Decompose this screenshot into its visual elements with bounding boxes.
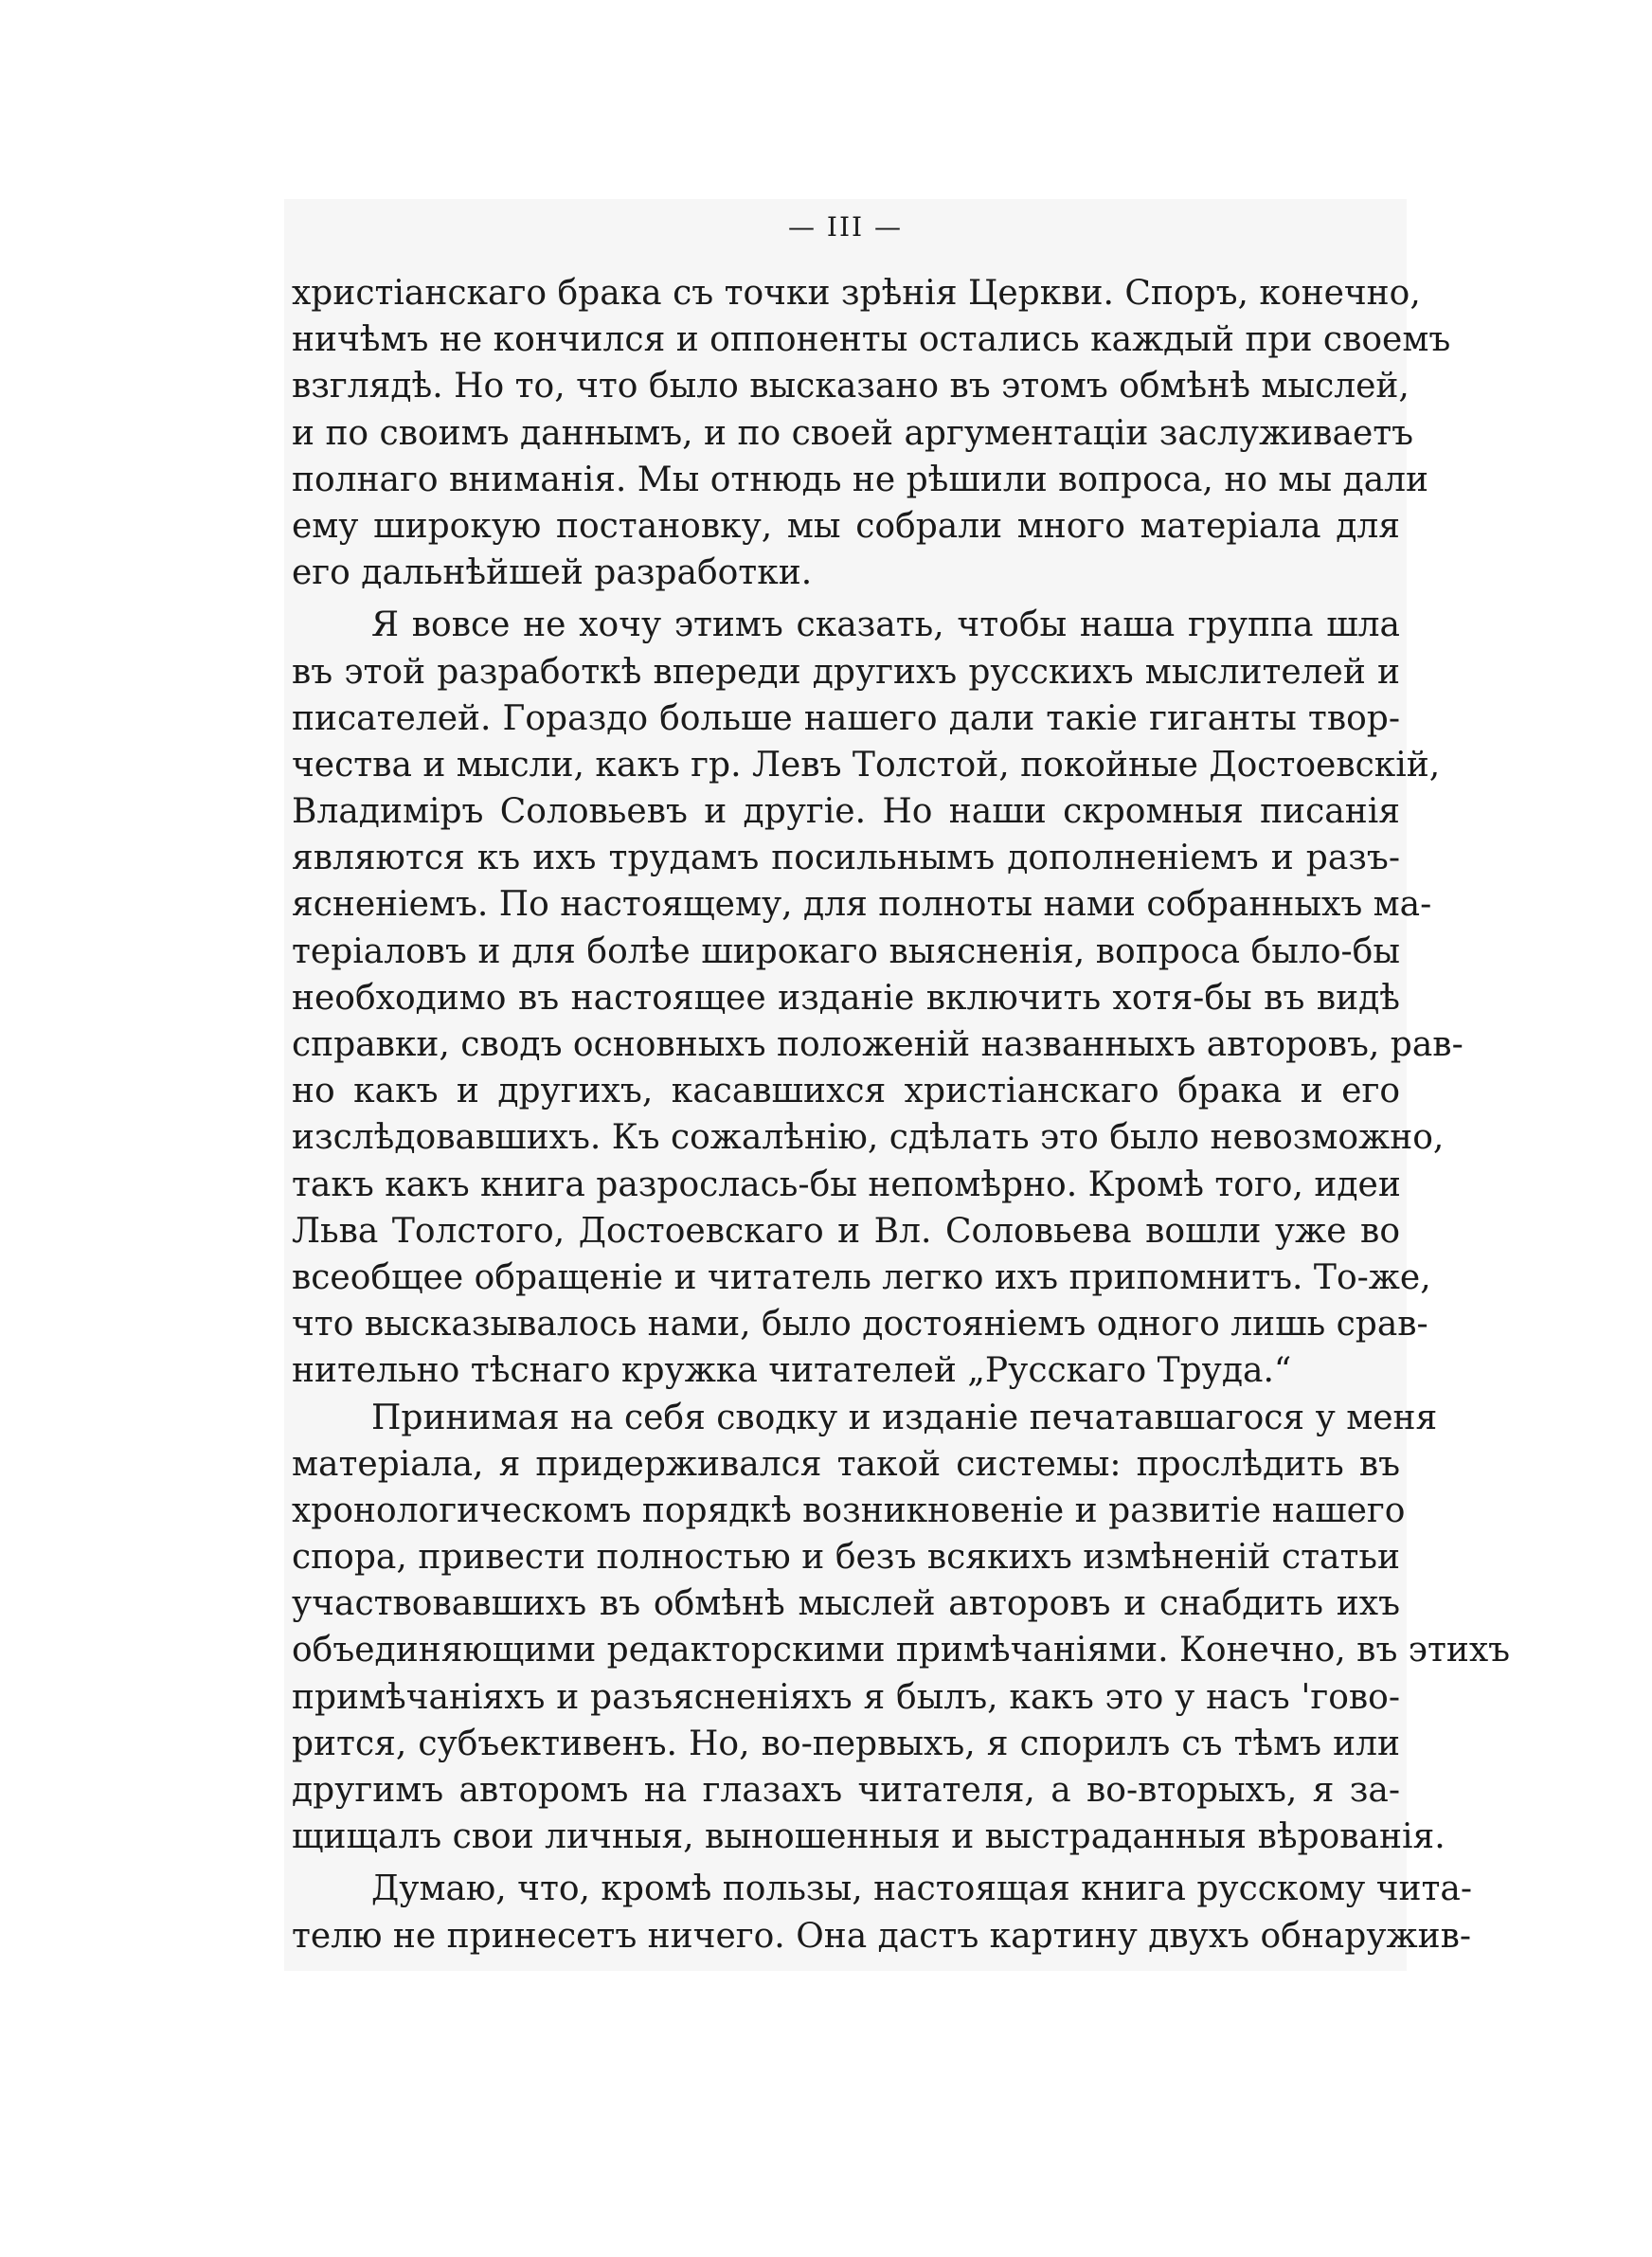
text-line: матеріала, я придерживался такой системы: прослѣдить въ [292, 1444, 1400, 1484]
body-text [292, 270, 1511, 1959]
text-line: объединяющими редакторскими примѣчаніями. Конечно, въ этихъ [292, 1631, 1511, 1670]
text-line: участвовавшихъ въ обмѣнѣ мыслей авторовъ и снабдить ихъ [292, 1584, 1400, 1624]
text-line: полнаго вниманія. Мы отнюдь не рѣшили вопроса, но мы дали [292, 460, 1429, 499]
text-line: Льва Толстого, Достоевскаго и Вл. Соловьева вошли уже во [292, 1211, 1400, 1251]
text-line: Думаю, что, кромѣ пользы, настоящая книга русскому чита- [371, 1869, 1473, 1909]
page-number: — III — [788, 211, 903, 243]
text-line: необходимо въ настоящее изданіе включить хотя-бы въ видѣ [292, 978, 1400, 1018]
text-line: хронологическомъ порядкѣ возникновеніе и развитіе нашего [292, 1490, 1406, 1530]
text-line: взглядѣ. Но то, что было высказано въ этомъ обмѣнѣ мыслей, [292, 367, 1410, 406]
text-line: другимъ авторомъ на глазахъ читателя, а во-вторыхъ, я за- [292, 1771, 1400, 1810]
text-line: Я вовсе не хочу этимъ сказать, чтобы наша группа шла [371, 605, 1400, 645]
text-line: его дальнѣйшей разработки. [292, 553, 813, 593]
text-line: нительно тѣснаго кружка читателей „Русскаго Труда.“ [292, 1351, 1292, 1391]
text-line: въ этой разработкѣ впереди другихъ русскихъ мыслителей и [292, 652, 1400, 692]
text-line: примѣчаніяхъ и разъясненіяхъ я былъ, какъ это у насъ 'гово- [292, 1677, 1400, 1717]
text-line: Принимая на себя сводку и изданіе печатавшагося у меня [371, 1398, 1438, 1437]
text-line: щищалъ свои личныя, выношенныя и выстраданныя вѣрованія. [292, 1817, 1446, 1857]
text-line: теріаловъ и для болѣе широкаго выясненія, вопроса было-бы [292, 931, 1400, 971]
text-line: Владиміръ Соловьевъ и другіе. Но наши скромныя писанія [292, 792, 1400, 832]
text-line: всеобщее обращеніе и читатель легко ихъ припомнитъ. То-же, [292, 1257, 1431, 1297]
text-line: христіанскаго брака съ точки зрѣнія Церкви. Споръ, конечно, [292, 274, 1421, 313]
text-line: телю не принесетъ ничего. Она дастъ картину двухъ обнаружив- [292, 1916, 1472, 1956]
text-line: что высказывалось нами, было достояніемъ одного лишь срав- [292, 1305, 1428, 1345]
text-line: рится, субъективенъ. Но, во-первыхъ, я спорилъ съ тѣмъ или [292, 1724, 1400, 1763]
text-line: спора, привести полностью и безъ всякихъ измѣненій статьи [292, 1538, 1400, 1578]
text-line: писателей. Гораздо больше нашего дали такіе гиганты твор- [292, 698, 1400, 738]
text-line: и по своимъ даннымъ, и по своей аргументаціи заслуживаетъ [292, 413, 1414, 453]
text-line: являются къ ихъ трудамъ посильнымъ дополненіемъ и разъ- [292, 839, 1400, 878]
text-line: изслѣдовавшихъ. Къ сожалѣнію, сдѣлать это было невозможно, [292, 1118, 1445, 1158]
text-line: ему широкую постановку, мы собрали много матеріала для [292, 506, 1400, 546]
text-line: чества и мысли, какъ гр. Левъ Толстой, покойные Достоевскій, [292, 745, 1441, 785]
text-line: ничѣмъ не кончился и оппоненты остались каждый при своемъ [292, 320, 1451, 360]
text-line: ясненіемъ. По настоящему, для полноты нами собранныхъ ма- [292, 885, 1432, 925]
text-line: но какъ и другихъ, касавшихся христіанскаго брака и его [292, 1072, 1400, 1111]
text-line: справки, сводъ основныхъ положеній названныхъ авторовъ, рав- [292, 1025, 1463, 1064]
text-line: такъ какъ книга разрослась-бы непомѣрно. Кромѣ того, идеи [292, 1165, 1401, 1204]
